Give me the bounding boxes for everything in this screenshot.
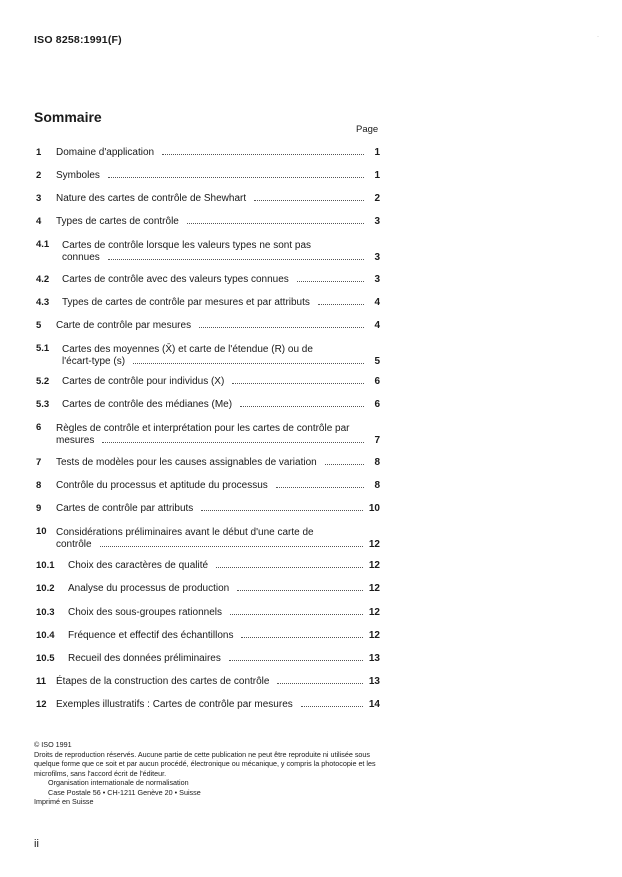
toc-entry[interactable] <box>36 170 380 181</box>
toc-leader-dots <box>102 441 364 443</box>
toc-entry-number: 10.1 <box>36 560 55 571</box>
toc-entry-page: 13 <box>368 676 380 687</box>
toc-leader-dots <box>254 199 364 201</box>
document-id-header: ISO 8258:1991(F) <box>34 34 122 46</box>
toc-leader-dots <box>325 463 364 465</box>
toc-entry-page: 4 <box>374 320 380 331</box>
toc-entry-number: 5.3 <box>36 399 50 410</box>
toc-entry-number: 6 <box>36 422 42 433</box>
page-title: Sommaire <box>34 109 102 125</box>
toc-entry-number: 4.3 <box>36 297 50 308</box>
toc-entry-page: 3 <box>374 252 380 263</box>
toc-entry-number: 9 <box>36 503 42 514</box>
toc-entry[interactable] <box>36 422 380 446</box>
toc-entry-number: 5 <box>36 320 42 331</box>
toc-leader-dots <box>276 486 364 488</box>
toc-leader-dots <box>318 303 364 305</box>
toc-leader-dots <box>133 362 364 364</box>
toc-leader-dots <box>240 405 364 407</box>
toc-entry-number: 5.2 <box>36 376 50 387</box>
toc-leader-dots <box>230 613 363 615</box>
toc-leader-dots <box>301 705 363 707</box>
toc-entry-number: 4.1 <box>36 239 50 250</box>
toc-entry-title: Exemples illustratifs : Cartes de contrôle par mesures <box>56 699 293 710</box>
toc-entry-title: Règles de contrôle et interprétation pour les cartes de contrôle par <box>56 423 350 434</box>
toc-entry-number: 10 <box>36 526 47 537</box>
toc-entry-title-continued: contrôle <box>56 539 92 550</box>
toc-entry-title-continued: mesures <box>56 435 95 446</box>
toc-entry[interactable] <box>36 193 380 204</box>
toc-entry-page: 12 <box>368 539 380 550</box>
toc-entry-title: Cartes de contrôle pour individus (X) <box>62 376 225 387</box>
copyright-line: © ISO 1991 <box>34 740 72 749</box>
toc-entry-page: 5 <box>374 356 380 367</box>
organization-address: Case Postale 56 • CH-1211 Genève 20 • Suisse <box>48 787 201 797</box>
toc-entry-title: Types de cartes de contrôle <box>56 216 179 227</box>
toc-entry[interactable] <box>36 343 380 367</box>
printed-in: Imprimé en Suisse <box>34 797 94 806</box>
toc-entry-page: 8 <box>374 457 380 468</box>
toc-entry-title: Analyse du processus de production <box>68 583 230 594</box>
toc-entry-title: Symboles <box>56 170 100 181</box>
toc-entry-title: Cartes de contrôle avec des valeurs types connues <box>62 274 289 285</box>
toc-entry-number: 10.3 <box>36 607 55 618</box>
toc-entry-number: 10.5 <box>36 653 55 664</box>
toc-entry-number: 2 <box>36 170 42 181</box>
toc-entry-page: 6 <box>374 399 380 410</box>
toc-entry[interactable] <box>36 630 380 641</box>
toc-leader-dots <box>277 682 362 684</box>
toc-entry[interactable] <box>36 653 380 664</box>
toc-entry-title: Choix des sous-groupes rationnels <box>68 607 222 618</box>
toc-leader-dots <box>237 589 363 591</box>
toc-entry-page: 12 <box>368 560 380 571</box>
toc-entry-number: 12 <box>36 699 47 710</box>
page-column-label: Page <box>356 124 379 135</box>
toc-entry-title: Choix des caractères de qualité <box>68 560 209 571</box>
toc-entry[interactable] <box>36 583 380 594</box>
toc-entry-title: Types de cartes de contrôle par mesures et par attributs <box>62 297 310 308</box>
toc-entry-page: 12 <box>368 630 380 641</box>
toc-entry[interactable] <box>36 457 380 468</box>
toc-entry-title: Étapes de la construction des cartes de contrôle <box>56 676 270 687</box>
toc-leader-dots <box>241 636 362 638</box>
toc-entry-number: 7 <box>36 457 42 468</box>
toc-entry-title-continued: connues <box>62 252 100 263</box>
toc-entry[interactable] <box>36 503 380 514</box>
toc-entry-page: 10 <box>368 503 380 514</box>
toc-entry-number: 4 <box>36 216 42 227</box>
toc-entry[interactable] <box>36 699 380 710</box>
toc-entry-page: 3 <box>374 274 380 285</box>
toc-entry[interactable] <box>36 676 380 687</box>
toc-leader-dots <box>162 153 364 155</box>
toc-entry-page: 7 <box>374 435 380 446</box>
toc-entry[interactable] <box>36 607 380 618</box>
toc-leader-dots <box>108 176 364 178</box>
toc-entry[interactable] <box>36 239 380 263</box>
toc-leader-dots <box>229 659 363 661</box>
toc-entry-title-continued: l'écart-type (s) <box>62 356 126 367</box>
toc-entry-number: 10.4 <box>36 630 55 641</box>
toc-entry-title: Tests de modèles pour les causes assignables de variation <box>56 457 317 468</box>
toc-entry-number: 11 <box>36 676 47 687</box>
toc-entry-title: Cartes de contrôle lorsque les valeurs types ne sont pas <box>62 240 312 251</box>
toc-entry-number: 4.2 <box>36 274 50 285</box>
toc-entry-title: Nature des cartes de contrôle de Shewhart <box>56 193 247 204</box>
scan-mark: · <box>597 34 599 40</box>
toc-leader-dots <box>199 326 364 328</box>
rights-notice: Droits de reproduction réservés. Aucune partie de cette publication ne peut être reproduite ni utilisée sous quelque forme que ce soit et par aucun procédé, électronique ou mécanique, y compris la photocopie et les microfilms, sans l'accord écrit de l'éditeur. <box>34 749 376 778</box>
toc-entry-title: Fréquence et effectif des échantillons <box>68 630 234 641</box>
toc-entry-title: Cartes des moyennes (X̄) et carte de l'étendue (R) ou de <box>62 344 313 355</box>
toc-entry-title: Recueil des données préliminaires <box>68 653 221 664</box>
toc-leader-dots <box>201 509 363 511</box>
toc-entry-page: 12 <box>368 583 380 594</box>
toc-entry-page: 1 <box>374 170 380 181</box>
toc-entry[interactable] <box>36 480 380 491</box>
toc-entry-number: 3 <box>36 193 42 204</box>
toc-entry-page: 13 <box>368 653 380 664</box>
toc-entry-page: 8 <box>374 480 380 491</box>
organization-name: Organisation internationale de normalisation <box>48 778 189 787</box>
toc-entry-page: 6 <box>374 376 380 387</box>
toc-entry-number: 1 <box>36 147 42 158</box>
toc-leader-dots <box>100 545 363 547</box>
toc-entry[interactable] <box>36 560 380 571</box>
toc-entry-page: 14 <box>368 699 380 710</box>
toc-entry-title: Considérations préliminaires avant le début d'une carte de <box>56 527 314 538</box>
toc-entry[interactable] <box>36 376 380 387</box>
toc-entry[interactable] <box>36 526 380 550</box>
toc-entry[interactable] <box>36 274 380 285</box>
toc-leader-dots <box>216 566 363 568</box>
toc-entry[interactable] <box>36 147 380 158</box>
toc-entry-number: 8 <box>36 480 42 491</box>
toc-entry-page: 2 <box>374 193 380 204</box>
toc-leader-dots <box>187 222 364 224</box>
toc-entry-title: Carte de contrôle par mesures <box>56 320 192 331</box>
toc-leader-dots <box>297 280 364 282</box>
toc-entry[interactable] <box>36 297 380 308</box>
toc-entry[interactable] <box>36 216 380 227</box>
toc-entry-number: 5.1 <box>36 343 50 354</box>
toc-entry-title: Cartes de contrôle des médianes (Me) <box>62 399 233 410</box>
toc-entry-page: 4 <box>374 297 380 308</box>
toc-entry[interactable] <box>36 320 380 331</box>
toc-entry-page: 1 <box>374 147 380 158</box>
toc-entry-title: Cartes de contrôle par attributs <box>56 503 194 514</box>
toc-entry-number: 10.2 <box>36 583 55 594</box>
toc-entry-page: 3 <box>374 216 380 227</box>
page-number: ii <box>34 838 39 850</box>
toc-leader-dots <box>108 258 364 260</box>
toc-entry[interactable] <box>36 399 380 410</box>
copyright-footer <box>34 740 384 807</box>
toc-entry-title: Domaine d'application <box>56 147 155 158</box>
toc-entry-title: Contrôle du processus et aptitude du processus <box>56 480 268 491</box>
toc-entry-page: 12 <box>368 607 380 618</box>
toc-leader-dots <box>232 382 364 384</box>
